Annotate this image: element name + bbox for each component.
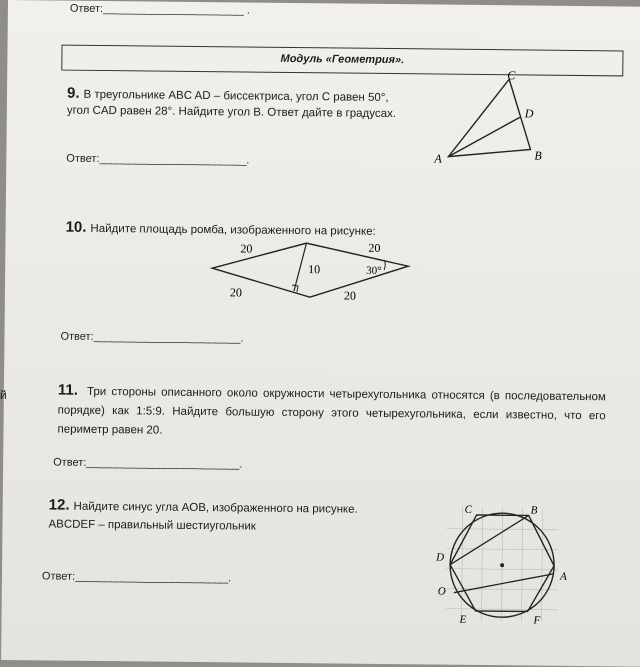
side-top-left: 20 — [240, 241, 253, 256]
worksheet-page — [1, 0, 640, 667]
margin-char: й — [0, 388, 7, 402]
question-9-answer: Ответ:________________________. — [66, 152, 250, 167]
question-9-number: 9. — [66, 84, 80, 102]
question-11 — [57, 381, 606, 446]
hexagon-circle-figure — [421, 498, 582, 630]
label-C: C — [507, 68, 516, 83]
hex-label-O: O — [437, 585, 446, 598]
question-10-answer: Ответ:________________________. — [60, 330, 244, 345]
question-12 — [49, 496, 358, 516]
label-B: B — [534, 148, 542, 163]
hex-label-B: B — [530, 504, 538, 517]
question-9-line2: угол CAD равен 28°. Найдите угол B. Ответ дайте в градусах. — [66, 104, 397, 121]
question-12-line2: ABCDEF – правильный шестиугольник — [48, 518, 256, 533]
question-11-text: Три стороны описанного около окружности четырехугольника относятся (в последовательном порядке) как 1:5:9. Найдите большую сторону этого четырехугольника, если известно, что его периметр равен 20. — [57, 385, 606, 437]
prev-answer-line: Ответ:_______________________ . — [69, 2, 250, 17]
hex-label-D: D — [436, 551, 445, 564]
question-10-number: 10. — [65, 218, 87, 236]
hex-label-F: F — [533, 614, 541, 627]
label-D: D — [524, 106, 534, 121]
hex-label-C: C — [464, 503, 473, 516]
question-9-line1: В треугольнике ABC AD – биссектриса, угол C равен 50°, — [83, 88, 389, 104]
question-11-number: 11. — [57, 381, 79, 399]
question-12-number: 12. — [48, 496, 70, 514]
side-top-right: 20 — [368, 240, 381, 255]
hex-label-A: A — [559, 570, 567, 583]
module-title: Модуль «Геометрия». — [280, 52, 405, 67]
height-label: 10 — [308, 262, 321, 277]
angle-label: 30° — [366, 264, 382, 277]
triangle-abc-figure — [426, 66, 557, 177]
label-A: A — [434, 151, 442, 166]
question-10-text: Найдите площадь ромба, изображенного на рисунке: — [90, 222, 376, 238]
question-12-answer: Ответ:_________________________. — [41, 570, 232, 585]
side-bottom-left: 20 — [229, 285, 243, 300]
question-12-line1: Найдите синус угла AOB, изображенного на рисунке. — [73, 500, 358, 516]
side-bottom-right: 20 — [343, 288, 356, 303]
question-11-answer: Ответ:_________________________. — [53, 456, 243, 471]
hex-label-E: E — [459, 613, 467, 626]
rhombus-figure — [200, 232, 431, 314]
question-9 — [67, 85, 389, 105]
